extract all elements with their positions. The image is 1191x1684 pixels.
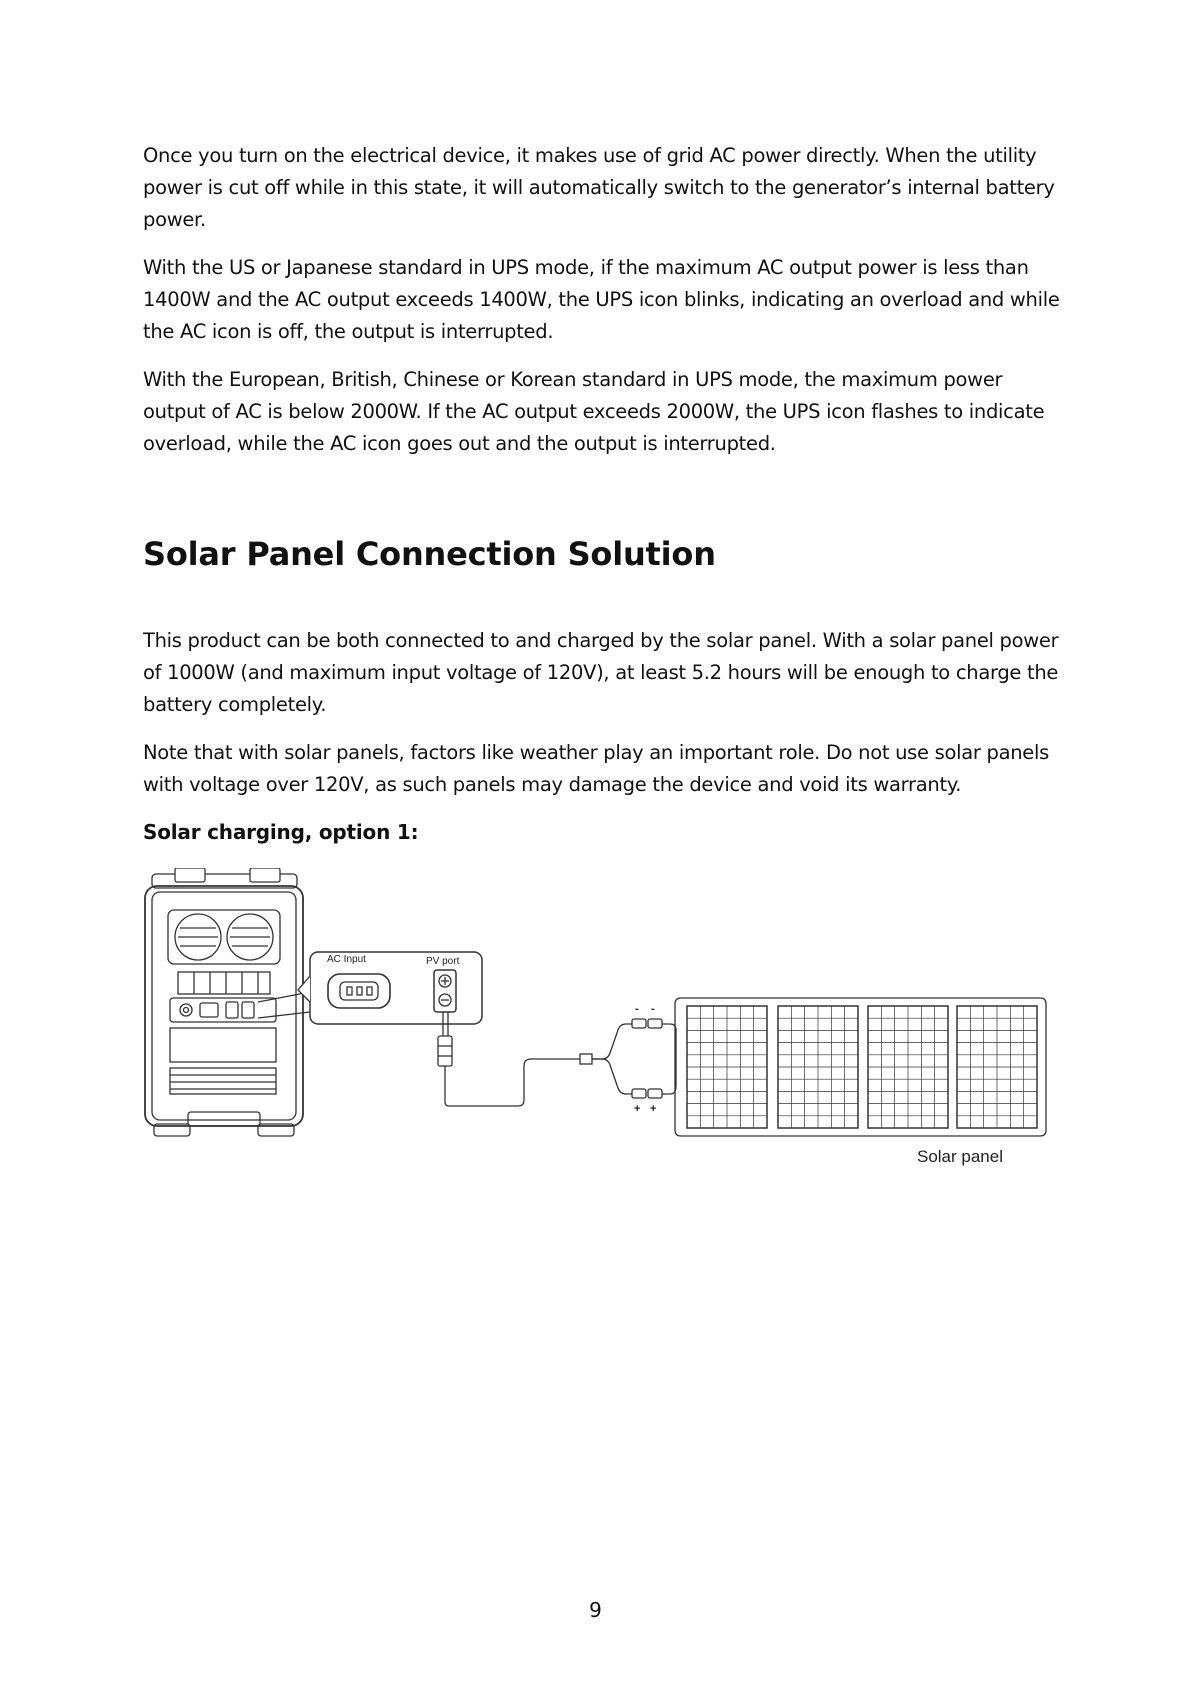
plus-sign-1: + bbox=[634, 1103, 641, 1115]
section-title: Solar Panel Connection Solution bbox=[143, 535, 716, 573]
mc4-connectors bbox=[632, 1019, 676, 1098]
ac-input-socket-icon bbox=[328, 974, 390, 1008]
intro-paragraph-2: With the US or Japanese standard in UPS mode, if the maximum AC output power is less than 1400W and the AC output exceeds 1400W, the UPS icon blinks, indicating an overload and while the AC icon is off, the output is interrupted. bbox=[143, 256, 1060, 343]
ac-input-label: AC Input bbox=[327, 954, 366, 965]
solar-panel-label: Solar panel bbox=[916, 1147, 1004, 1166]
plus-sign-2: + bbox=[650, 1103, 657, 1115]
intro-paragraph-1: Once you turn on the electrical device, it makes use of grid AC power directly. When the utility power is cut off while in this state, it will automatically switch to the generator’s internal battery power. bbox=[143, 144, 1055, 231]
solar-connection-diagram bbox=[140, 868, 1060, 1168]
minus-sign-1: - bbox=[635, 1003, 639, 1015]
section-paragraph-2: Note that with solar panels, factors like weather play an important role. Do not use solar panels with voltage over 120V, as such panels may damage the device and void its warranty. bbox=[143, 741, 1049, 796]
intro-paragraph-3: With the European, British, Chinese or Korean standard in UPS mode, the maximum power output of AC is below 2000W. If the AC output exceeds 2000W, the UPS icon flashes to indicate overload, while the AC icon goes out and the output is interrupted. bbox=[143, 368, 1045, 455]
pv-port-label: PV port bbox=[426, 956, 460, 967]
section-paragraph-1: This product can be both connected to and charged by the solar panel. With a solar panel power of 1000W (and maximum input voltage of 120V), at least 5.2 hours will be enough to charge the battery completely. bbox=[143, 629, 1059, 716]
power-station-illustration bbox=[145, 868, 310, 1136]
solar-panel-illustration bbox=[675, 998, 1046, 1136]
solar-cells bbox=[687, 1006, 1037, 1128]
option-title: Solar charging, option 1: bbox=[143, 820, 419, 844]
page-number: 9 bbox=[589, 1598, 602, 1622]
pv-connector-icon bbox=[438, 1036, 452, 1066]
pv-cable bbox=[438, 1012, 632, 1106]
diagram-svg bbox=[140, 868, 1060, 1168]
minus-sign-2: - bbox=[651, 1003, 655, 1015]
